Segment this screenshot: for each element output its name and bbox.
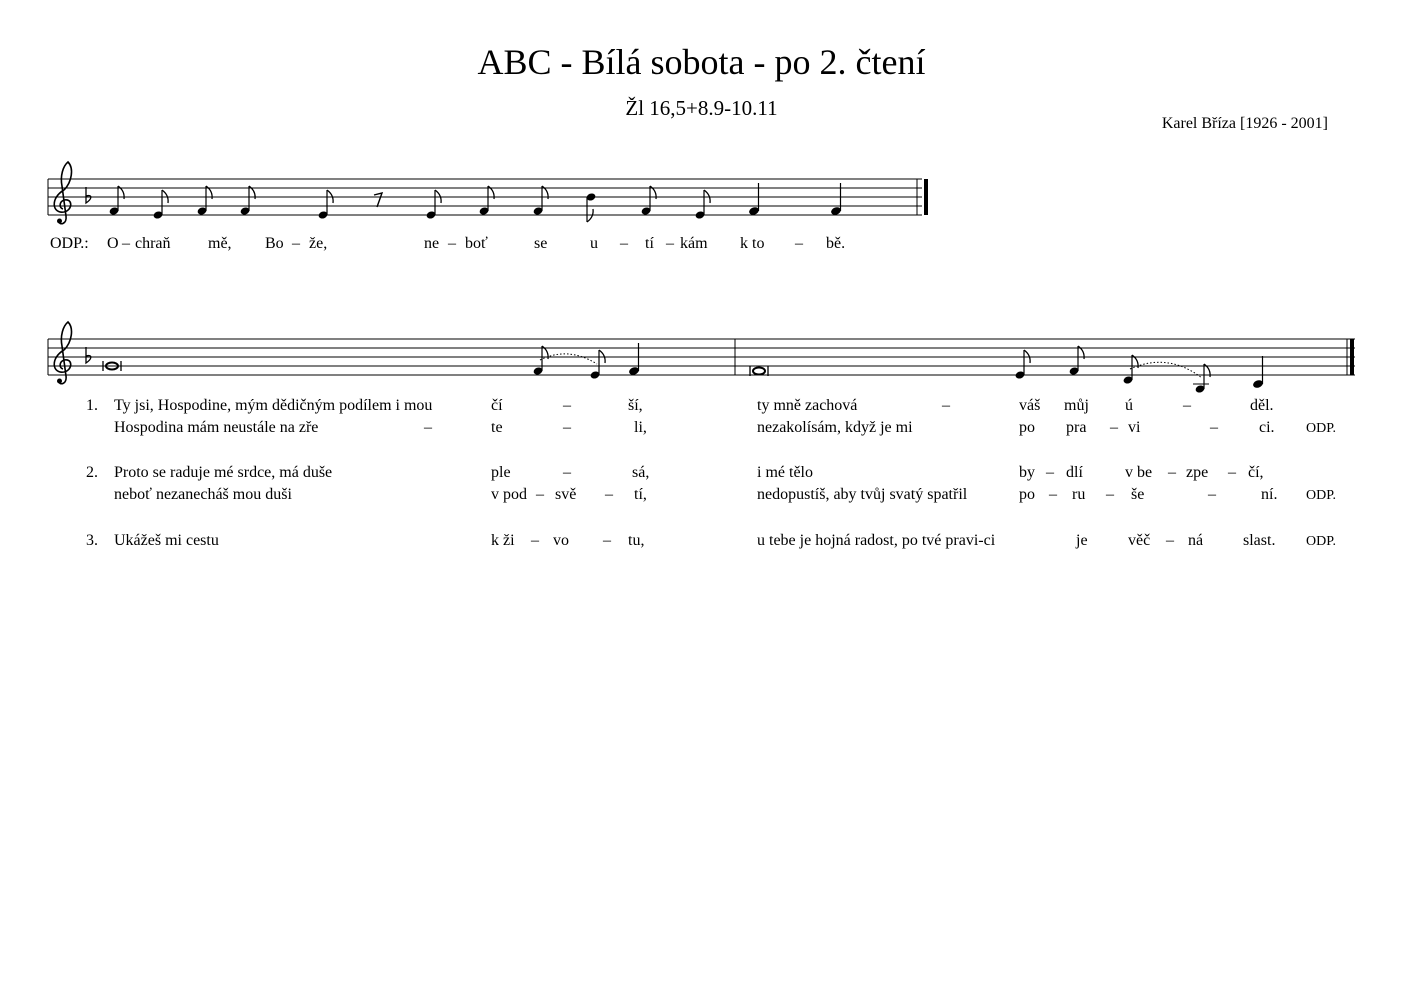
score-subtitle: Žl 16,5+8.9-10.11 — [625, 96, 778, 120]
verse-text: Ty jsi, Hospodine, mým dědičným podílem i mou — [114, 397, 433, 414]
verse-syllable: ple — [491, 464, 511, 481]
verse-number: 2. — [86, 464, 98, 481]
response-syllable: kám — [680, 235, 708, 252]
verse-syllable: by — [1019, 464, 1035, 481]
verse-syllable: v pod — [491, 486, 527, 503]
eighth-rest-icon — [374, 193, 382, 207]
verse-syllable: – — [1228, 464, 1236, 481]
response-syllable: – — [448, 235, 456, 252]
response-syllable: – — [666, 235, 674, 252]
verse-syllable: slast. — [1243, 532, 1276, 549]
verse-syllable: můj — [1064, 397, 1089, 414]
verse-syllable: váš — [1019, 397, 1041, 414]
response-cue: ODP. — [1306, 488, 1336, 503]
verse-syllable: li, — [634, 419, 647, 436]
response-syllable: bě. — [826, 235, 846, 252]
response-syllable: ne — [424, 235, 440, 252]
verse-syllable: ci. — [1259, 419, 1275, 436]
verse-syllable: ú — [1125, 397, 1133, 414]
score-title: ABC - Bílá sobota - po 2. čtení — [477, 42, 926, 82]
psalm-notes — [103, 343, 1264, 394]
response-syllable: tí — [645, 235, 654, 252]
verse-syllable: te — [491, 419, 503, 436]
response-syllable: – — [620, 235, 628, 252]
verse-syllable: – — [1210, 419, 1218, 436]
verse-syllable: – — [942, 397, 950, 414]
verse-syllable: – — [531, 532, 539, 549]
verse-text: neboť nezanecháš mou duši — [114, 486, 292, 503]
response-syllable: – — [292, 235, 300, 252]
verse-syllable: ší, — [628, 397, 643, 414]
verse-syllable: vo — [553, 532, 569, 549]
verse-syllable: pra — [1066, 419, 1087, 436]
verse-syllable: – — [1106, 486, 1114, 503]
verse-syllable: – — [1208, 486, 1216, 503]
verse-syllable: po — [1019, 419, 1035, 436]
verse-syllable: – — [563, 419, 571, 436]
verse-syllable: vi — [1128, 419, 1141, 436]
verse-syllable: – — [1049, 486, 1057, 503]
verse-syllable: – — [1110, 419, 1118, 436]
verse-syllable: tí, — [634, 486, 647, 503]
verse-syllable: čí — [491, 397, 503, 414]
verse-syllable: – — [1046, 464, 1054, 481]
verse-syllable: – — [536, 486, 544, 503]
flat-key-icon — [86, 187, 91, 203]
verse-syllable: – — [1183, 397, 1191, 414]
response-cue: ODP. — [1306, 421, 1336, 436]
response-syllable: chraň — [135, 235, 171, 252]
verse-text: Ukážeš mi cestu — [114, 532, 219, 549]
verse-text: u tebe je hojná radost, po tvé pravi-ci — [757, 532, 996, 549]
treble-clef-icon — [54, 162, 71, 224]
verse-syllable: – — [563, 397, 571, 414]
response-syllable: k to — [740, 235, 765, 252]
verse-text: Proto se raduje mé srdce, má duše — [114, 464, 333, 481]
response-lyrics — [50, 235, 845, 252]
verse-syllable: je — [1076, 532, 1088, 549]
verse-syllable: k ži — [491, 532, 515, 549]
verse-syllable: tu, — [628, 532, 645, 549]
verse-syllable: ní. — [1261, 486, 1278, 503]
verse-syllable: v be — [1125, 464, 1153, 481]
verse-syllable: – — [1168, 464, 1176, 481]
response-syllable: se — [534, 235, 548, 252]
verse-syllable: še — [1131, 486, 1145, 503]
slur-mark — [1130, 362, 1202, 378]
verse-syllable: – — [424, 419, 432, 436]
response-syllable: u — [590, 235, 598, 252]
response-syllable: boť — [465, 235, 488, 252]
psalm-staff — [48, 322, 1355, 394]
response-syllable: Bo — [265, 235, 284, 252]
response-cue: ODP. — [1306, 534, 1336, 549]
response-syllable: O — [107, 235, 119, 252]
response-label: ODP.: — [50, 235, 89, 252]
response-syllable: – — [795, 235, 803, 252]
verse-syllable: sá, — [632, 464, 650, 481]
flat-key-icon — [86, 347, 91, 363]
verse-text: nedopustíš, aby tvůj svatý spatřil — [757, 486, 968, 503]
verse-number: 3. — [86, 532, 98, 549]
psalm-verses — [86, 397, 1336, 549]
verse-syllable: děl. — [1250, 397, 1274, 414]
verse-syllable: svě — [555, 486, 577, 503]
verse-syllable: čí, — [1248, 464, 1264, 481]
response-syllable: že, — [309, 235, 328, 252]
response-syllable: mě, — [208, 235, 232, 252]
verse-syllable: věč — [1128, 532, 1151, 549]
verse-syllable: – — [603, 532, 611, 549]
verse-syllable: – — [563, 464, 571, 481]
verse-syllable: ná — [1188, 532, 1204, 549]
response-syllable: – — [122, 235, 130, 252]
response-staff — [48, 162, 928, 252]
verse-syllable: po — [1019, 486, 1035, 503]
verse-number: 1. — [86, 397, 98, 414]
composer-credit: Karel Bříza [1926 - 2001] — [1161, 115, 1328, 132]
verse-syllable: zpe — [1186, 464, 1209, 481]
response-notes — [109, 183, 842, 222]
verse-text: nezakolísám, když je mi — [757, 419, 913, 436]
verse-text: i mé tělo — [757, 464, 813, 481]
verse-syllable: ru — [1072, 486, 1086, 503]
verse-syllable: dlí — [1066, 464, 1083, 481]
verse-text: Hospodina mám neustále na zře — [114, 419, 319, 436]
verse-syllable: – — [1166, 532, 1174, 549]
treble-clef-icon — [54, 322, 71, 384]
verse-text: ty mně zachová — [757, 397, 858, 414]
verse-syllable: – — [605, 486, 613, 503]
